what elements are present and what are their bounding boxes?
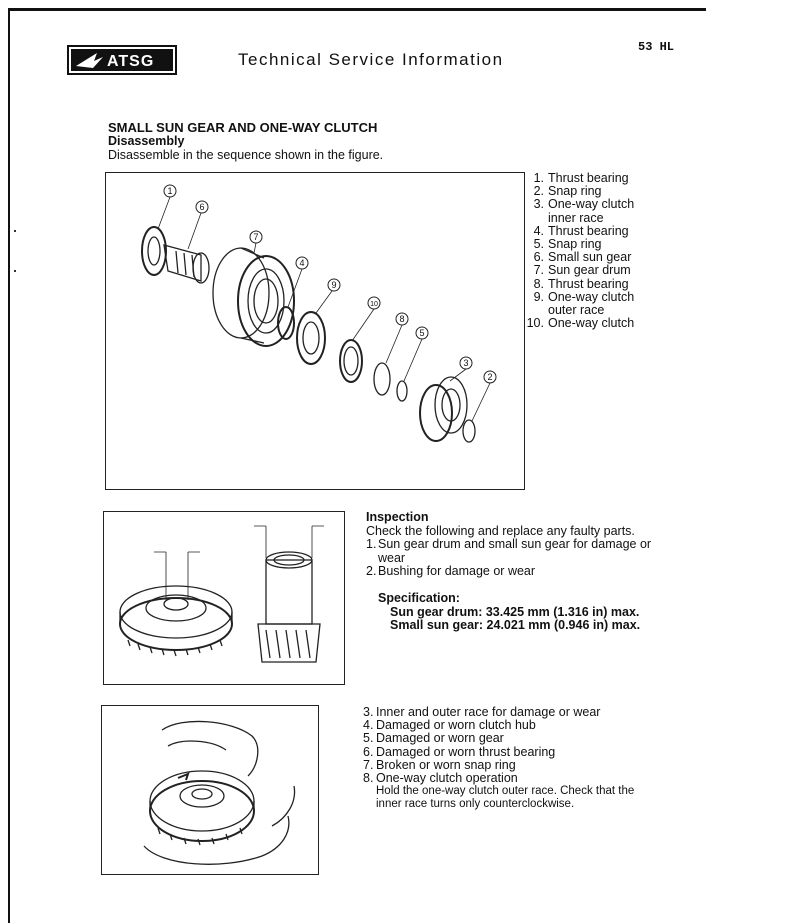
measurement-drawing [104,512,344,684]
clutch-operation-drawing [102,706,318,874]
section-intro: Disassemble in the sequence shown in the figure. [108,148,384,162]
list-item: 5. Damaged or worn gear [363,731,504,746]
left-border [8,8,10,923]
scan-mark [14,230,16,232]
parts-list [524,172,643,330]
list-item: 7. Broken or worn snap ring [363,757,516,772]
callout-6: 6 [199,202,205,212]
rotation-arrow-icon [178,774,188,780]
top-border [8,8,706,11]
list-item: 8. One-way clutch operation [363,771,518,786]
list-item: 4. Thrust bearing [533,223,629,238]
section-title: SMALL SUN GEAR AND ONE-WAY CLUTCH [108,120,378,135]
list-item: 2. Bushing for damage or wear [366,564,536,578]
snap-ring-5-icon [397,381,407,401]
callout-10: 10 [370,301,378,308]
page-number: 53 HL [638,40,675,54]
list-item: 4. Damaged or worn clutch hub [363,718,536,733]
list-item: 9. One-way clutch outer race [533,289,635,318]
callout-8: 8 [399,314,405,324]
logo-text: ATSG [107,53,155,70]
list-item: 3. One-way clutch inner race [533,197,635,225]
list-item: 1. Thrust bearing [533,171,629,185]
atsg-logo [67,45,177,75]
list-item: 1. Sun gear drum and small sun gear for damage or wear [366,537,652,565]
clutch-operation-figure [101,705,319,875]
header-title: Technical Service Information [238,50,504,69]
scan-mark [14,270,16,272]
inspection-section [366,511,666,579]
specification-heading: Specification: [378,591,460,605]
list-item: 8. Thrust bearing [533,276,629,291]
list-item: 10. One-way clutch [526,316,635,331]
callout-4: 4 [299,258,305,268]
callout-2: 2 [487,372,493,382]
callout-3: 3 [463,358,469,368]
outer-race-icon [297,312,325,364]
checks-section [363,706,663,811]
specification-block [378,592,640,633]
one-way-clutch-icon [150,781,254,841]
list-item: 3. Inner and outer race for damage or wear [363,705,601,719]
clutch-operation-note: Hold the one-way clutch outer race. Check that the inner race turns only counterclockwise. [376,785,635,811]
list-item: 7. Sun gear drum [533,263,631,278]
snap-ring-2-icon [463,420,475,442]
one-way-clutch-icon [340,340,362,382]
thrust-bearing-1-icon [142,227,166,275]
callout-1: 1 [167,186,173,196]
list-item: 6. Small sun gear [533,250,632,265]
exploded-view-figure [105,172,525,490]
spec-line: Small sun gear: 24.021 mm (0.946 in) max. [390,618,641,632]
small-sun-gear-icon [266,560,312,624]
inspection-intro: Check the following and replace any faulty parts. [366,523,635,538]
inspection-heading: Inspection [366,510,429,524]
checks-list [363,706,663,785]
section-subtitle: Disassembly [108,134,185,148]
measurement-figure [103,511,345,685]
spec-line: Sun gear drum: 33.425 mm (1.316 in) max. [390,604,640,619]
list-item: 6. Damaged or worn thrust bearing [363,744,556,759]
sun-gear-drum-icon [120,598,232,650]
thrust-bearing-8-icon [374,363,390,395]
exploded-view-drawing [106,173,524,489]
callout-5: 5 [419,328,425,338]
inspection-list [366,538,666,579]
callout-9: 9 [331,280,337,290]
hand-icon [162,721,258,776]
callout-7: 7 [253,232,259,242]
list-item: 2. Snap ring [533,184,602,199]
list-item: 5. Snap ring [533,237,602,252]
